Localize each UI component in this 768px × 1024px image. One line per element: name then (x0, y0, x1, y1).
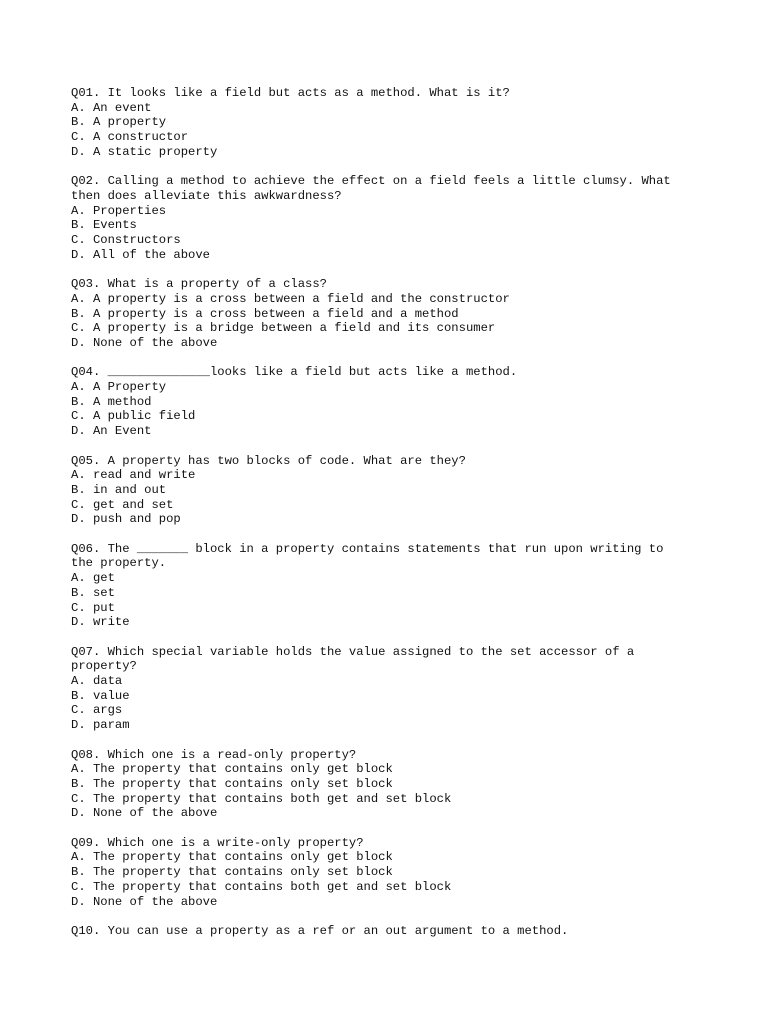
option-a: A. A Property (71, 380, 167, 395)
option-c: C. A public field (71, 409, 196, 424)
question-text: Q06. The _______ block in a property contains statements that run upon writing to the property. (71, 541, 664, 571)
option-c: C. get and set (71, 497, 174, 512)
option-list (71, 850, 711, 909)
option-d: D. A static property (71, 144, 218, 159)
question-text: Q04. ______________looks like a field but acts like a method. (71, 365, 518, 380)
option-a: A. Properties (71, 203, 167, 218)
option-list (71, 762, 711, 821)
question-04 (71, 365, 711, 439)
option-a: A. The property that contains only get block (71, 762, 393, 777)
option-b: B. The property that contains only set block (71, 776, 393, 791)
option-list (71, 204, 711, 263)
option-c: C. The property that contains both get and set block (71, 791, 452, 806)
option-c: C. put (71, 600, 115, 615)
option-d: D. An Event (71, 424, 152, 439)
question-05 (71, 454, 711, 528)
option-list (71, 380, 711, 439)
option-b: B. in and out (71, 482, 167, 497)
question-10 (71, 924, 711, 939)
option-list (71, 101, 711, 160)
option-a: A. A property is a cross between a field and the constructor (71, 291, 510, 306)
option-d: D. None of the above (71, 335, 218, 350)
question-02 (71, 174, 711, 262)
option-list (71, 674, 711, 733)
question-text: Q08. Which one is a read-only property? (71, 747, 357, 762)
question-08 (71, 748, 711, 822)
option-d: D. push and pop (71, 512, 181, 527)
question-text: Q03. What is a property of a class? (71, 277, 327, 292)
question-text: Q09. Which one is a write-only property? (71, 835, 364, 850)
question-03 (71, 277, 711, 351)
option-c: C. The property that contains both get and set block (71, 879, 452, 894)
question-text: Q10. You can use a property as a ref or an out argument to a method. (71, 923, 569, 938)
option-b: B. value (71, 688, 130, 703)
question-06 (71, 542, 711, 630)
option-b: B. A method (71, 394, 152, 409)
option-list (71, 468, 711, 527)
option-d: D. param (71, 718, 130, 733)
option-d: D. write (71, 615, 130, 630)
question-text: Q02. Calling a method to achieve the effect on a field feels a little clumsy. What then does alleviate this awkwardness? (71, 174, 671, 203)
option-a: A. get (71, 571, 115, 586)
option-c: C. args (71, 703, 123, 718)
option-b: B. The property that contains only set block (71, 865, 393, 880)
question-01 (71, 86, 711, 160)
option-b: B. A property (71, 115, 167, 130)
question-text: Q01. It looks like a field but acts as a method. What is it? (71, 86, 510, 100)
option-list (71, 292, 711, 351)
option-a: A. An event (71, 100, 152, 115)
option-a: A. read and write (71, 468, 196, 483)
option-a: A. The property that contains only get block (71, 850, 393, 865)
option-c: C. Constructors (71, 233, 181, 248)
option-b: B. Events (71, 218, 137, 233)
option-d: D. All of the above (71, 247, 210, 262)
option-b: B. set (71, 585, 115, 600)
option-c: C. A constructor (71, 130, 189, 145)
question-text: Q07. Which special variable holds the value assigned to the set accessor of a property? (71, 644, 635, 674)
question-text: Q05. A property has two blocks of code. What are they? (71, 453, 466, 468)
option-c: C. A property is a bridge between a field and its consumer (71, 321, 496, 336)
question-09 (71, 836, 711, 910)
question-07 (71, 645, 711, 733)
option-list (71, 571, 711, 630)
option-d: D. None of the above (71, 806, 218, 821)
quiz-document (71, 86, 711, 953)
option-b: B. A property is a cross between a field and a method (71, 306, 459, 321)
option-d: D. None of the above (71, 894, 218, 909)
option-a: A. data (71, 674, 123, 689)
